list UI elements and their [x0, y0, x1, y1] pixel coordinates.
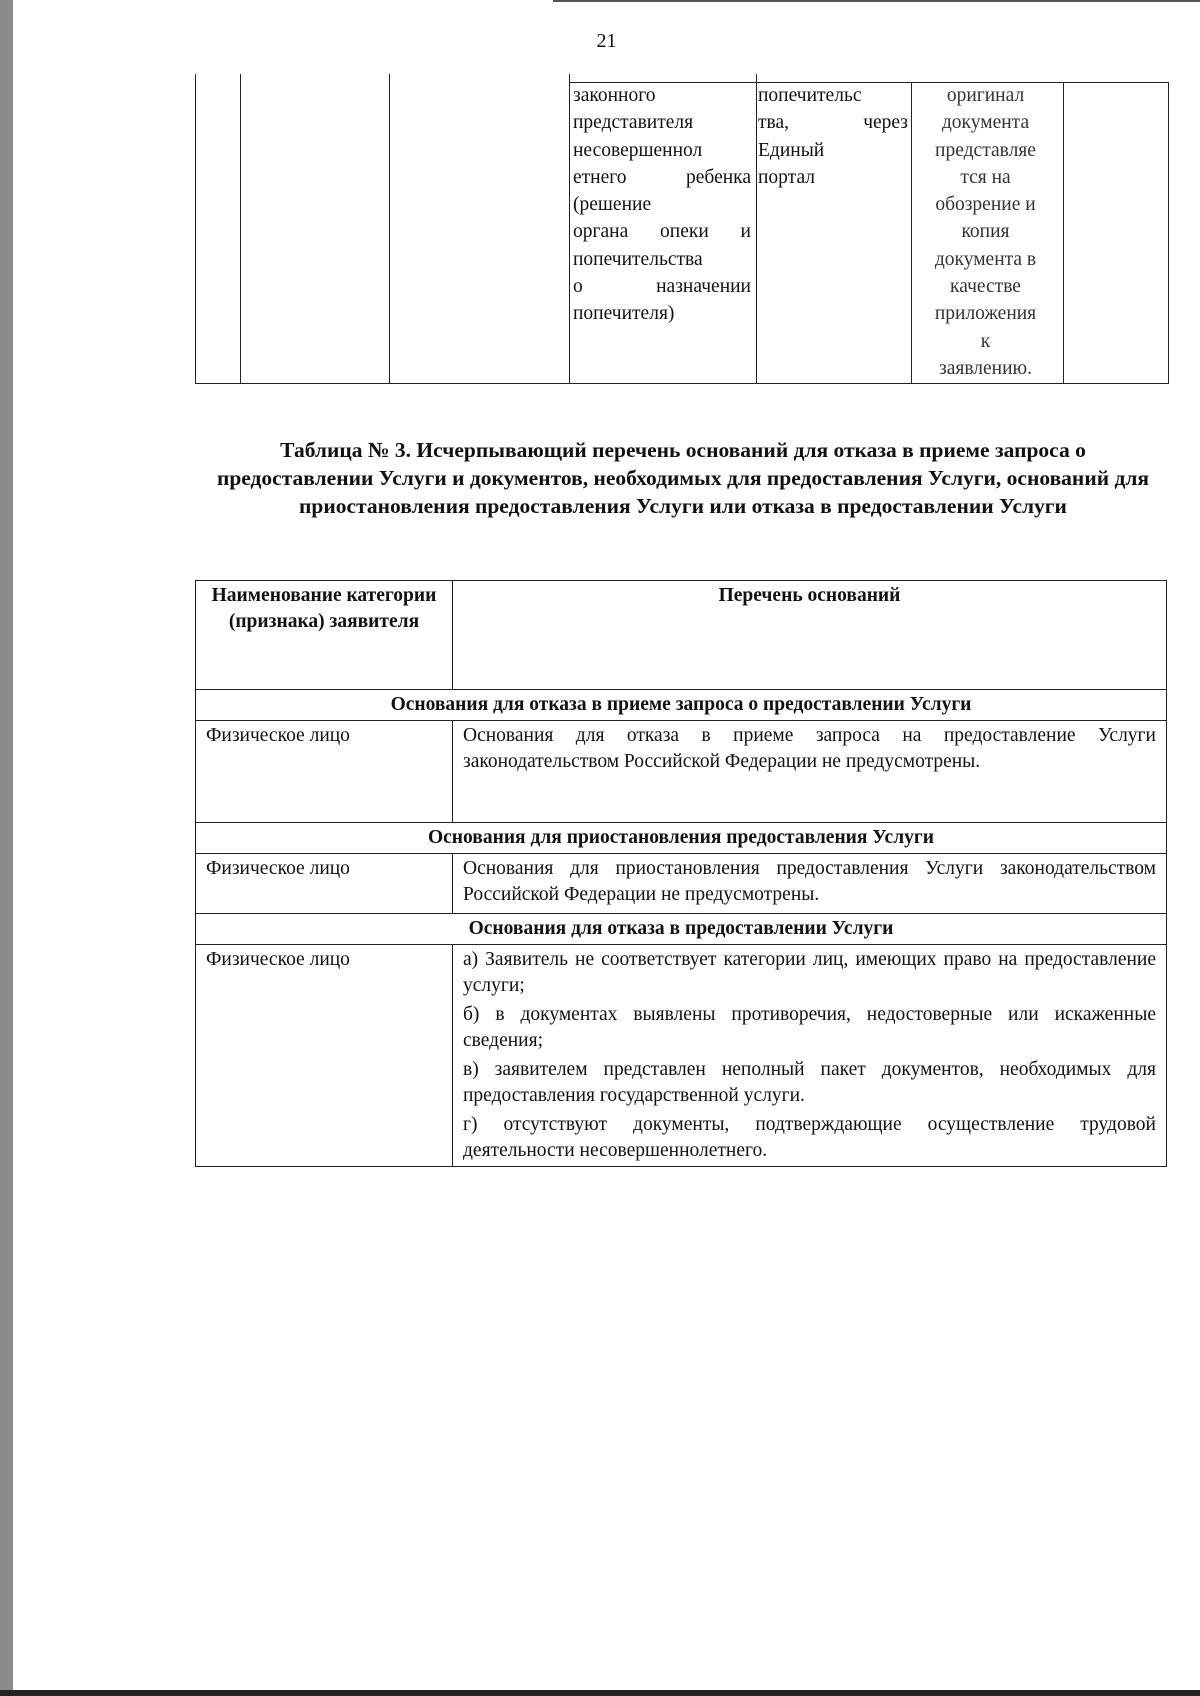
section-title: Основания для отказа в приеме запроса о предоставлении Услуги — [196, 690, 1167, 721]
header-grounds: Перечень оснований — [453, 581, 1167, 690]
cell-line: тся на — [960, 166, 1011, 188]
ground-item: г) отсутствуют документы, подтверждающие осуществление трудовой деятельности несовершеннолетнего. — [463, 1114, 1156, 1161]
scan-edge — [0, 1690, 1200, 1696]
cell-line: представителя — [573, 112, 694, 134]
cell-line: етнего ребенка — [573, 166, 751, 188]
section-row — [196, 914, 1167, 945]
cell-line: приложения — [934, 303, 1037, 325]
cell-line: оригинал — [946, 85, 1025, 106]
table-row — [196, 854, 1167, 914]
table-border — [1168, 82, 1169, 384]
header-category: Наименование категории (признака) заявителя — [196, 581, 453, 690]
cell-line: тва, через — [758, 112, 908, 134]
table-border — [240, 74, 241, 384]
table-header-row — [196, 581, 1167, 690]
cell-line: попечителя) — [573, 303, 675, 325]
cell-line: качестве — [950, 276, 1021, 298]
table-border — [756, 74, 757, 384]
cell-line: представляе — [935, 139, 1036, 161]
table-border — [195, 74, 196, 384]
section-title: Основания для отказа в предоставлении Услуги — [196, 914, 1167, 945]
document-page — [13, 0, 1200, 1690]
ground-item: б) в документах выявлены противоречия, недостоверные или искаженные сведения; — [463, 1004, 1156, 1051]
cell-line: копия — [961, 221, 1010, 243]
table-border — [389, 74, 390, 384]
table-border — [569, 74, 570, 384]
page-number: 21 — [596, 30, 617, 52]
table-row — [196, 945, 1167, 1167]
cell-line: заявлению. — [939, 357, 1032, 379]
cell-line: попечительства — [573, 248, 703, 270]
cell-line: документа в — [934, 248, 1037, 270]
grounds-table — [195, 580, 1167, 1167]
ground-item: Основания для приостановления предоставления Услуги законодательством Российской Федерации не предусмотрены. — [463, 858, 1156, 905]
table-border — [195, 383, 1168, 384]
section-title: Основания для приостановления предоставления Услуги — [196, 823, 1167, 854]
legal-representative-cell — [573, 82, 751, 328]
cell-line: Единый — [758, 139, 825, 161]
cell-line: о назначении — [573, 276, 751, 298]
cell-line: (решение — [573, 194, 652, 216]
cell-line: несовершеннол — [573, 139, 703, 161]
cell-line: документа — [941, 112, 1030, 134]
table-caption: Таблица № 3. Исчерпывающий перечень оснований для отказа в приеме запроса о предоставлении Услуги и документов, необходимых для предоставления Услуги, оснований для приостановления предоставления Услуги или отказа в предоставлении Услуги — [216, 438, 1150, 518]
category-cell: Физическое лицо — [196, 854, 453, 914]
cell-line: обозрение и — [935, 194, 1036, 216]
ground-item: в) заявителем представлен неполный пакет документов, необходимых для предоставления государственной услуги. — [463, 1059, 1156, 1106]
grounds-cell — [453, 945, 1167, 1167]
ground-item: а) Заявитель не соответствует категории лиц, имеющих право на предоставление услуги; — [463, 949, 1156, 996]
section-row — [196, 690, 1167, 721]
submission-via-cell — [758, 82, 908, 191]
original-document-cell — [908, 82, 1063, 382]
category-cell: Физическое лицо — [196, 945, 453, 1167]
cell-line: законного — [573, 85, 656, 106]
cell-line: органа опеки и — [573, 221, 751, 243]
grounds-cell — [453, 721, 1167, 823]
category-cell: Физическое лицо — [196, 721, 453, 823]
scan-edge — [553, 0, 1200, 2]
section-row — [196, 823, 1167, 854]
table-border — [1063, 82, 1064, 384]
cell-line: портал — [758, 166, 815, 188]
ground-item: Основания для отказа в приеме запроса на предоставление Услуги законодательством Российской Федерации не предусмотрены. — [463, 725, 1156, 772]
cell-line: к — [980, 330, 991, 352]
table-row — [196, 721, 1167, 823]
grounds-cell — [453, 854, 1167, 914]
cell-line: попечительс — [758, 85, 862, 106]
